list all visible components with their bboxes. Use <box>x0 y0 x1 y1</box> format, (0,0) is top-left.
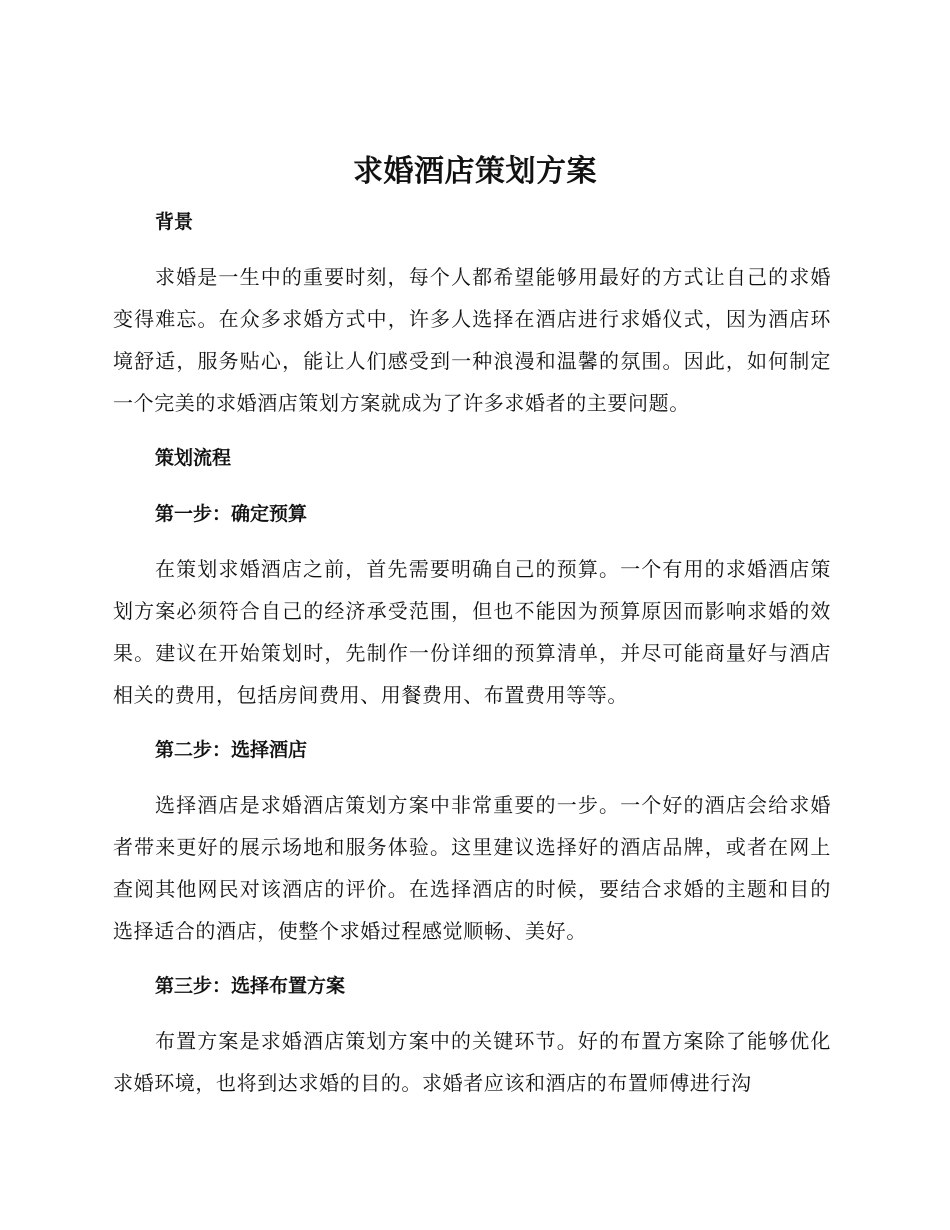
paragraph-step2: 选择酒店是求婚酒店策划方案中非常重要的一步。一个好的酒店会给求婚者带来更好的展示场地和服务体验。这里建议选择好的酒店品牌，或者在网上查阅其他网民对该酒店的评价。在选择酒店的时候，要结合求婚的主题和目的选择适合的酒店，使整个求婚过程感觉顺畅、美好。 <box>113 793 831 943</box>
heading-step2: 第二步：选择酒店 <box>155 739 308 761</box>
spacer <box>113 480 831 492</box>
paragraph-step3: 布置方案是求婚酒店策划方案中的关键环节。好的布置方案除了能够优化求婚环境，也将到达求婚的目的。求婚者应该和酒店的布置师傅进行沟 <box>113 1029 831 1095</box>
spacer <box>113 772 831 784</box>
paragraph-step1: 在策划求婚酒店之前，首先需要明确自己的预算。一个有用的求婚酒店策划方案必须符合自己的经济承受范围，但也不能因为预算原因而影响求婚的效果。建议在开始策划时，先制作一份详细的预算清单，并尽可能商量好与酒店相关的费用，包括房间费用、用餐费用、布置费用等等。 <box>113 557 831 707</box>
spacer <box>113 424 831 436</box>
spacer <box>113 716 831 728</box>
heading-background: 背景 <box>155 211 194 233</box>
spacer <box>113 952 831 964</box>
document-body <box>113 200 831 1104</box>
heading-step1: 第一步：确定预算 <box>155 503 308 525</box>
spacer <box>113 536 831 548</box>
document-title: 求婚酒店策划方案 <box>353 154 597 189</box>
paragraph-background: 求婚是一生中的重要时刻，每个人都希望能够用最好的方式让自己的求婚变得难忘。在众多求婚方式中，许多人选择在酒店进行求婚仪式，因为酒店环境舒适，服务贴心，能让人们感受到一种浪漫和温馨的氛围。因此，如何制定一个完美的求婚酒店策划方案就成为了许多求婚者的主要问题。 <box>113 265 831 415</box>
spacer <box>113 1008 831 1020</box>
heading-process: 策划流程 <box>155 447 232 469</box>
heading-step3: 第三步：选择布置方案 <box>155 975 346 997</box>
spacer <box>113 244 831 256</box>
